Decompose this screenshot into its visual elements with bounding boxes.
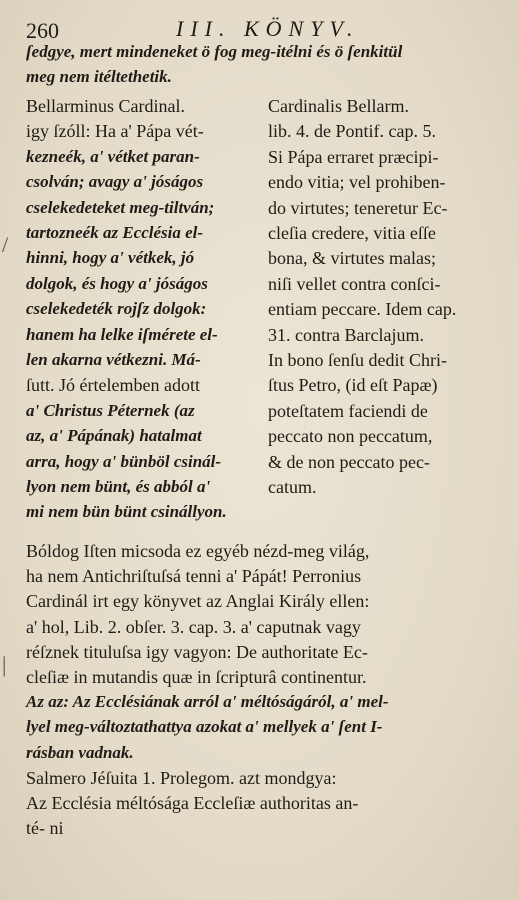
right-column-line: cleſia credere, vitia eſſe	[268, 223, 436, 243]
right-column-line: peccato non peccatum,	[268, 426, 433, 447]
right-column-line: poteſtatem faciendi de	[268, 400, 428, 421]
text-line: Cardinál irt egy könyvet az Anglai Király ellen:	[26, 591, 370, 612]
right-column-line: lib. 4. de Pontif. cap. 5.	[268, 121, 436, 142]
left-column-line: csolván; avagy a' jóságos	[26, 172, 204, 192]
right-column-line: & de non peccato pec-	[268, 451, 430, 472]
right-column-line: do virtutes; teneretur Ec-	[268, 197, 448, 218]
left-column-line: hanem ha lelke iſmérete el-	[26, 324, 218, 344]
text-line: Bóldog Iſten micsoda ez egyéb nézd-meg világ,	[26, 541, 370, 561]
left-column-line: kezneék, a' vétket paran-	[26, 146, 200, 166]
text-line: meg nem itéltethetik.	[26, 67, 172, 86]
running-head: III. KÖNYV.	[176, 16, 360, 41]
text-line: ſedgye, mert mindeneket ö fog meg-itélni és ö ſenkitül	[26, 42, 403, 61]
left-column-line: igy ſzóll: Ha a' Pápa vét-	[26, 121, 204, 142]
left-column-line: tartozneék az Ecclésia el-	[26, 223, 204, 242]
text-line: cleſiæ in mutandis quæ in ſcripturâ continentur.	[26, 667, 367, 687]
right-column-line: Cardinalis Bellarm.	[268, 96, 409, 116]
right-column-line: niſi vellet contra conſci-	[268, 273, 441, 294]
text-line: rásban vadnak.	[26, 742, 134, 762]
left-column-line: cselekedeték rojſz dolgok:	[26, 299, 207, 319]
text-line: lyel meg-változtathattya azokat a' mellyek a' ſent I-	[26, 717, 383, 737]
left-column-line: a' Christus Péternek (az	[26, 400, 195, 420]
text-line: réſznek tituluſsa igy vagyon: De authoritate Ec-	[26, 641, 368, 662]
left-column-line: dolgok, és hogy a' jóságos	[26, 273, 208, 293]
left-column-line: mi nem bün bünt csinállyon.	[26, 502, 227, 522]
left-column-line: ſutt. Jó értelemben adott	[26, 375, 200, 396]
page-number: 260	[26, 18, 59, 43]
right-column-line: 31. contra Barclajum.	[268, 324, 424, 345]
left-column-line: len akarna vétkezni. Má-	[26, 350, 201, 369]
right-column-line: Si Pápa erraret præcipi-	[268, 146, 439, 167]
left-column-line: lyon nem bünt, és abból a'	[26, 477, 211, 496]
right-column-line: endo vitia; vel prohiben-	[268, 172, 446, 193]
text-line: ha nem Antichriſtuſsá tenni a' Pápát! Perronius	[26, 566, 362, 587]
margin-mark: |	[2, 652, 7, 677]
text-line: té- ni	[26, 818, 64, 839]
left-column-line: hinni, hogy a' vétkek, jó	[26, 248, 195, 268]
right-column-line: catum.	[268, 477, 317, 497]
left-column-line: arra, hogy a' bünböl csinál-	[26, 451, 222, 471]
right-column-line: entiam peccare. Idem cap.	[268, 299, 457, 320]
right-column-line: ſtus Petro, (id eſt Papæ)	[268, 375, 438, 396]
text-line: a' hol, Lib. 2. obſer. 3. cap. 3. a' caputnak vagy	[26, 616, 361, 637]
right-column-line: bona, & virtutes malas;	[268, 248, 436, 269]
text-line: Az az: Az Ecclésiának arról a' méltóságáról, a' mel-	[26, 692, 389, 712]
left-column-line: az, a' Pápának) hatalmat	[26, 426, 202, 446]
margin-mark: /	[2, 232, 9, 257]
text-line: Az Ecclésia méltósága Eccleſiæ authoritas an-	[26, 793, 359, 813]
left-column-line: cselekedeteket meg-tiltván;	[26, 197, 215, 217]
right-column-line: In bono ſenſu dedit Chri-	[268, 350, 447, 370]
text-line: Salmero Jéſuita 1. Prolegom. azt mondgya:	[26, 767, 337, 788]
left-column-line: Bellarminus Cardinal.	[26, 96, 185, 116]
